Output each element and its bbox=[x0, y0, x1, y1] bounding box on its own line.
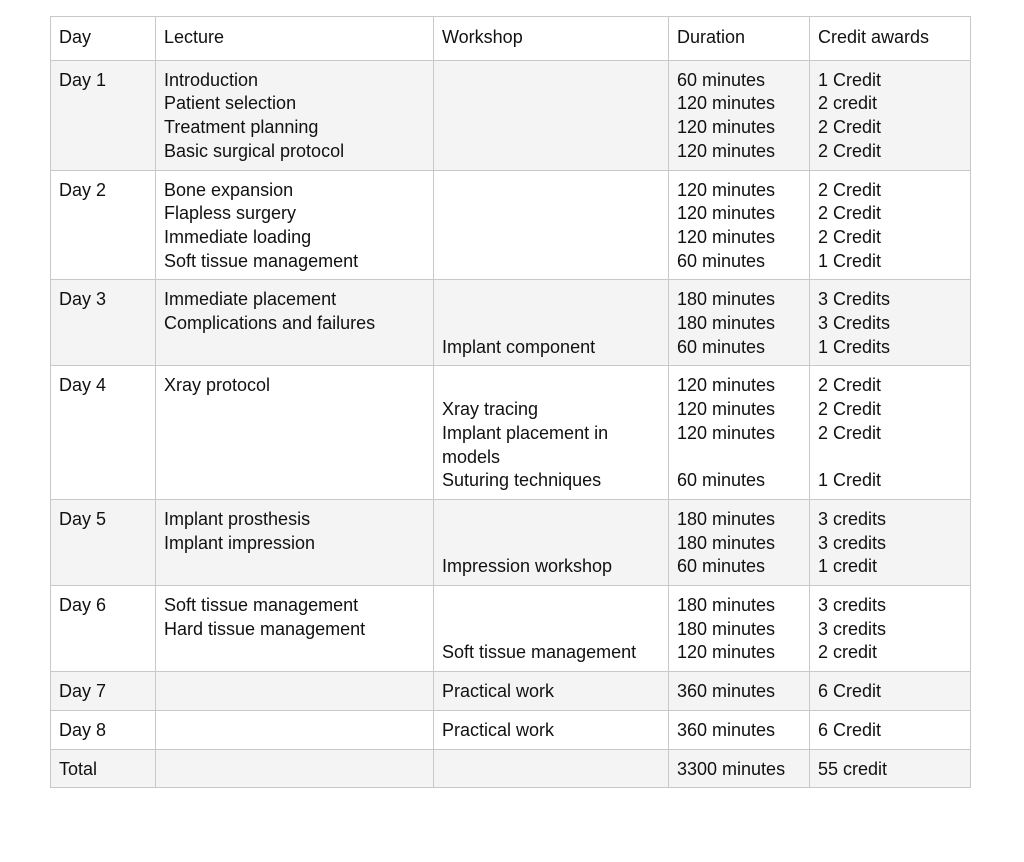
course-schedule-table bbox=[50, 16, 971, 788]
duration-line: 120 minutes bbox=[677, 93, 776, 114]
day-cell: Day 1 bbox=[51, 60, 156, 170]
credit-line bbox=[818, 446, 962, 470]
table-row bbox=[51, 170, 971, 280]
lecture-line bbox=[164, 641, 425, 665]
duration-line: 60 minutes bbox=[677, 556, 766, 577]
workshop-line: Suturing techniques bbox=[442, 470, 602, 491]
credit-line: 6 Credit bbox=[818, 719, 882, 740]
credit-line: 3 Credits bbox=[818, 289, 891, 310]
day-cell: Day 7 bbox=[51, 672, 156, 711]
table-row bbox=[51, 280, 971, 366]
lecture-line: Xray protocol bbox=[164, 375, 271, 396]
credit-line: 3 credits bbox=[818, 508, 887, 529]
table-row bbox=[51, 672, 971, 711]
credit-line: 1 credit bbox=[818, 556, 878, 577]
workshop-line bbox=[442, 508, 660, 532]
lecture-line: Bone expansion bbox=[164, 179, 294, 200]
table-row bbox=[51, 710, 971, 749]
lecture-line: Complications and failures bbox=[164, 313, 376, 334]
duration-line: 120 minutes bbox=[677, 642, 776, 663]
lecture-line bbox=[164, 336, 425, 360]
lecture-cell bbox=[156, 749, 434, 788]
lecture-line: Basic surgical protocol bbox=[164, 140, 345, 161]
duration-line: 180 minutes bbox=[677, 289, 776, 310]
lecture-line: Immediate loading bbox=[164, 226, 312, 247]
lecture-line: Soft tissue management bbox=[164, 250, 359, 271]
duration-cell bbox=[669, 366, 810, 500]
credit-line: 2 credit bbox=[818, 93, 878, 114]
credit-line: 1 Credit bbox=[818, 250, 882, 271]
day-cell: Total bbox=[51, 749, 156, 788]
workshop-cell bbox=[434, 280, 669, 366]
header-duration: Duration bbox=[669, 17, 810, 61]
duration-cell bbox=[669, 586, 810, 672]
header-lecture: Lecture bbox=[156, 17, 434, 61]
workshop-line bbox=[442, 374, 660, 398]
day-cell: Day 5 bbox=[51, 499, 156, 585]
workshop-line bbox=[442, 594, 660, 618]
duration-line: 60 minutes bbox=[677, 336, 766, 357]
header-workshop: Workshop bbox=[434, 17, 669, 61]
day-cell: Day 8 bbox=[51, 710, 156, 749]
duration-line: 60 minutes bbox=[677, 250, 766, 271]
workshop-line: Impression workshop bbox=[442, 556, 613, 577]
lecture-cell bbox=[156, 60, 434, 170]
credit-cell bbox=[810, 366, 971, 500]
lecture-cell bbox=[156, 672, 434, 711]
workshop-cell bbox=[434, 749, 669, 788]
workshop-line: Practical work bbox=[442, 681, 555, 702]
table-row bbox=[51, 499, 971, 585]
credit-line: 3 credits bbox=[818, 618, 887, 639]
lecture-line: Soft tissue management bbox=[164, 595, 359, 616]
lecture-cell bbox=[156, 280, 434, 366]
lecture-line: Hard tissue management bbox=[164, 618, 366, 639]
credit-line: 2 Credit bbox=[818, 226, 882, 247]
workshop-cell bbox=[434, 366, 669, 500]
duration-line: 120 minutes bbox=[677, 399, 776, 420]
workshop-line bbox=[442, 288, 660, 312]
duration-line: 180 minutes bbox=[677, 313, 776, 334]
lecture-cell bbox=[156, 586, 434, 672]
credit-line: 1 Credit bbox=[818, 470, 882, 491]
workshop-line: Xray tracing bbox=[442, 399, 539, 420]
credit-line: 2 Credit bbox=[818, 203, 882, 224]
credit-line: 3 credits bbox=[818, 532, 887, 553]
duration-line: 120 minutes bbox=[677, 375, 776, 396]
credit-line: 3 credits bbox=[818, 595, 887, 616]
workshop-line bbox=[442, 618, 660, 642]
credit-line: 55 credit bbox=[818, 758, 888, 779]
duration-line: 180 minutes bbox=[677, 618, 776, 639]
workshop-cell bbox=[434, 170, 669, 280]
workshop-line: Implant component bbox=[442, 336, 596, 357]
credit-line: 1 Credits bbox=[818, 336, 891, 357]
credit-line: 3 Credits bbox=[818, 313, 891, 334]
duration-cell bbox=[669, 749, 810, 788]
workshop-line: Implant placement in models bbox=[442, 422, 609, 467]
header-row bbox=[51, 17, 971, 61]
lecture-line: Immediate placement bbox=[164, 289, 337, 310]
workshop-cell bbox=[434, 60, 669, 170]
duration-line: 120 minutes bbox=[677, 140, 776, 161]
workshop-cell bbox=[434, 499, 669, 585]
workshop-line bbox=[442, 312, 660, 336]
lecture-cell bbox=[156, 366, 434, 500]
credit-line: 2 Credit bbox=[818, 375, 882, 396]
lecture-line: Treatment planning bbox=[164, 117, 319, 138]
duration-line: 3300 minutes bbox=[677, 758, 786, 779]
lecture-cell bbox=[156, 170, 434, 280]
duration-line: 120 minutes bbox=[677, 226, 776, 247]
workshop-cell bbox=[434, 586, 669, 672]
duration-line: 60 minutes bbox=[677, 69, 766, 90]
table-header bbox=[51, 17, 971, 61]
lecture-line: Flapless surgery bbox=[164, 203, 297, 224]
table-body bbox=[51, 60, 971, 788]
duration-line: 120 minutes bbox=[677, 179, 776, 200]
workshop-line bbox=[442, 532, 660, 556]
workshop-cell bbox=[434, 710, 669, 749]
credit-line: 2 Credit bbox=[818, 117, 882, 138]
credit-line: 2 Credit bbox=[818, 179, 882, 200]
duration-line: 360 minutes bbox=[677, 719, 776, 740]
duration-cell bbox=[669, 672, 810, 711]
credit-line: 2 Credit bbox=[818, 140, 882, 161]
duration-cell bbox=[669, 280, 810, 366]
workshop-line: Soft tissue management bbox=[442, 642, 637, 663]
day-cell: Day 3 bbox=[51, 280, 156, 366]
credit-cell bbox=[810, 672, 971, 711]
duration-line: 120 minutes bbox=[677, 422, 776, 443]
duration-line: 180 minutes bbox=[677, 532, 776, 553]
credit-cell bbox=[810, 170, 971, 280]
duration-line bbox=[677, 446, 801, 470]
day-cell: Day 6 bbox=[51, 586, 156, 672]
header-day: Day bbox=[51, 17, 156, 61]
credit-line: 6 Credit bbox=[818, 681, 882, 702]
duration-cell bbox=[669, 170, 810, 280]
credit-line: 1 Credit bbox=[818, 69, 882, 90]
lecture-cell bbox=[156, 499, 434, 585]
credit-cell bbox=[810, 499, 971, 585]
credit-line: 2 Credit bbox=[818, 422, 882, 443]
duration-cell bbox=[669, 499, 810, 585]
duration-cell bbox=[669, 710, 810, 749]
table-row bbox=[51, 749, 971, 788]
lecture-line bbox=[164, 555, 425, 579]
lecture-line: Implant impression bbox=[164, 532, 316, 553]
duration-cell bbox=[669, 60, 810, 170]
table-row bbox=[51, 586, 971, 672]
workshop-line: Practical work bbox=[442, 719, 555, 740]
credit-cell bbox=[810, 710, 971, 749]
lecture-line: Implant prosthesis bbox=[164, 508, 311, 529]
credit-line: 2 credit bbox=[818, 642, 878, 663]
lecture-line: Introduction bbox=[164, 69, 259, 90]
credit-line: 2 Credit bbox=[818, 399, 882, 420]
table-row bbox=[51, 60, 971, 170]
duration-line: 120 minutes bbox=[677, 203, 776, 224]
day-cell: Day 4 bbox=[51, 366, 156, 500]
duration-line: 120 minutes bbox=[677, 117, 776, 138]
duration-line: 180 minutes bbox=[677, 595, 776, 616]
duration-line: 60 minutes bbox=[677, 470, 766, 491]
table-row bbox=[51, 366, 971, 500]
lecture-cell bbox=[156, 710, 434, 749]
duration-line: 180 minutes bbox=[677, 508, 776, 529]
workshop-cell bbox=[434, 672, 669, 711]
credit-cell bbox=[810, 280, 971, 366]
credit-cell bbox=[810, 586, 971, 672]
credit-cell bbox=[810, 749, 971, 788]
header-credit-awards: Credit awards bbox=[810, 17, 971, 61]
lecture-line: Patient selection bbox=[164, 93, 297, 114]
credit-cell bbox=[810, 60, 971, 170]
duration-line: 360 minutes bbox=[677, 681, 776, 702]
day-cell: Day 2 bbox=[51, 170, 156, 280]
